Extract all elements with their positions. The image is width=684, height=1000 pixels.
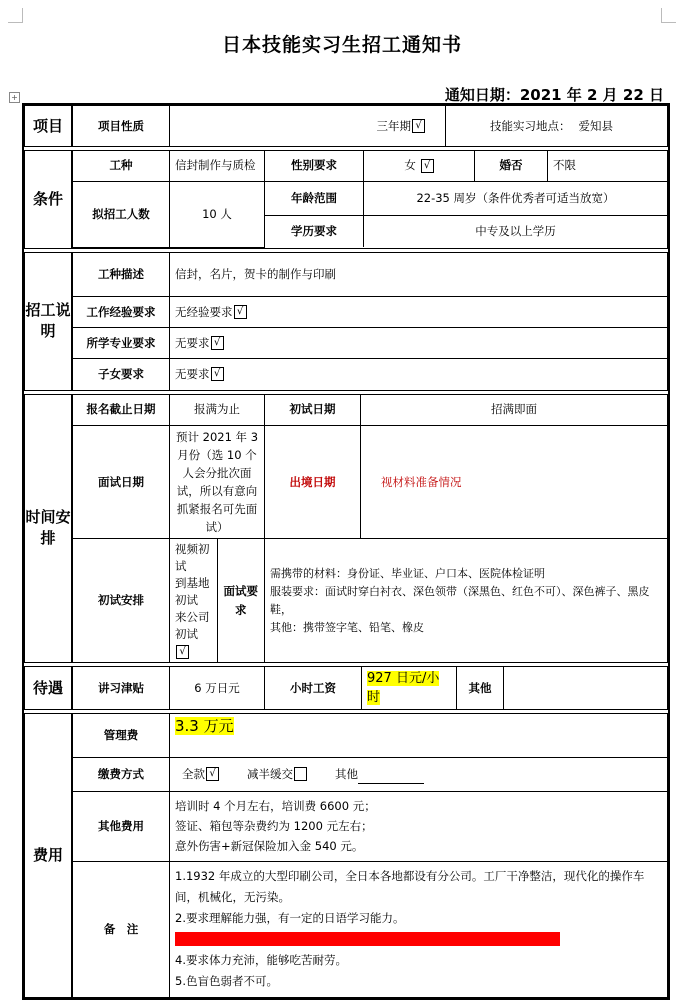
section-conditions [24, 150, 668, 249]
major-label: 所学专业要求 [73, 328, 170, 359]
project-place-label: 技能实习地点： [490, 118, 571, 133]
arrange-video: 视频初试 [175, 542, 210, 573]
pay-other-blank[interactable] [358, 770, 424, 784]
notice-date: 通知日期：2021 年 2 月 22 日 [444, 86, 664, 104]
section-benefits [24, 666, 668, 710]
pay-other: 其他 [335, 766, 358, 781]
section-label-conditions: 条件 [24, 150, 72, 249]
project-period: 三年期 [376, 118, 411, 133]
mgmt-fee-cell [170, 714, 668, 757]
experience: 无经验要求 [175, 304, 233, 319]
section-label-recruit-notes: 招工说明 [24, 252, 72, 391]
payment-label: 缴费方式 [73, 757, 170, 791]
remark-5: 5.色盲色弱者不可。 [175, 974, 278, 989]
fee-insurance: 意外伤害+新冠保险加入金 540 元。 [175, 839, 364, 853]
section-label-fees: 费用 [24, 713, 72, 998]
marriage-label: 婚否 [475, 151, 548, 181]
experience-cell [170, 297, 668, 328]
test-arrange-options [170, 539, 218, 663]
gender-value: 女 [404, 158, 416, 173]
page-corner-mark-left [8, 8, 23, 23]
other-fees-label: 其他费用 [73, 791, 170, 861]
remark-label: 备 注 [73, 861, 170, 997]
arrange-company-row [175, 609, 212, 660]
deadline: 报满为止 [170, 395, 265, 426]
mgmt-fee: 3.3 万元 [175, 717, 234, 735]
benefit-other [504, 667, 668, 709]
section-label-schedule: 时间安排 [24, 394, 72, 664]
first-test: 招满即面 [361, 395, 668, 426]
benefit-other-label: 其他 [457, 667, 504, 709]
gender-cell [364, 151, 475, 181]
page-corner-mark-right [661, 8, 676, 23]
major-cell [170, 328, 668, 359]
job-desc: 信封，名片，贺卡的制作与印刷 [170, 253, 668, 297]
mgmt-fee-label: 管理费 [73, 714, 170, 757]
interview-req-label: 面试要求 [217, 539, 265, 663]
education: 中专及以上学历 [364, 215, 668, 247]
section-project [24, 105, 668, 147]
allowance: 6 万日元 [170, 667, 265, 709]
section-fees [24, 713, 668, 998]
arrange-company: 来公司初试 [175, 610, 210, 641]
section-schedule [24, 394, 668, 664]
req-materials: 需携带的材料：身份证、毕业证、户口本、医院体检证明 [270, 566, 545, 580]
remark-4: 4.要求体力充沛，能够吃苦耐劳。 [175, 953, 347, 968]
children-label: 子女要求 [73, 359, 170, 390]
pay-half-checkbox[interactable] [294, 767, 307, 781]
pay-half: 减半缓交 [247, 766, 293, 781]
section-label-project: 项目 [24, 105, 72, 147]
gender-label: 性别要求 [265, 151, 364, 181]
children-checkbox[interactable]: √ [211, 367, 224, 381]
arrange-base: 到基地初试 [175, 576, 210, 607]
interview-date-label: 面试日期 [73, 426, 170, 539]
project-place: 爱知县 [578, 118, 613, 133]
major: 无要求 [175, 335, 210, 350]
age-range: 22-35 周岁（条件优秀者可适当放宽） [364, 181, 668, 215]
hire-count: 10 人 [170, 181, 265, 247]
other-fees [170, 791, 668, 861]
req-other: 其他：携带签字笔、铅笔、橡皮 [270, 620, 424, 634]
fee-training: 培训时 4 个月左右，培训费 6600 元； [175, 799, 376, 813]
departure-label: 出境日期 [265, 426, 361, 539]
first-test-label: 初试日期 [265, 395, 361, 426]
document-title: 日本技能实习生招工通知书 [221, 34, 462, 56]
project-nature-label: 项目性质 [73, 106, 170, 146]
job-desc-label: 工种描述 [73, 253, 170, 297]
remark-2: 2.要求理解能力强，有一定的日语学习能力。 [175, 911, 405, 926]
job-type-label: 工种 [73, 151, 170, 181]
pay-full-checkbox[interactable]: √ [206, 767, 219, 781]
table-move-handle-icon[interactable]: + [9, 92, 20, 103]
remark-3-row [175, 929, 662, 950]
req-dress: 服装要求：面试时穿白衬衣、深色领带（深黑色、红色不可）、深色裤子、黑皮鞋， [270, 584, 650, 616]
departure: 视材料准备情况 [361, 426, 668, 539]
project-period-cell [170, 106, 446, 146]
test-arrange-label: 初试安排 [73, 539, 170, 663]
experience-checkbox[interactable]: √ [234, 305, 247, 319]
notice-table [22, 103, 670, 1000]
hourly-wage: 927 日元/小时 [367, 671, 440, 705]
period-checkbox[interactable]: √ [412, 119, 425, 133]
hourly-wage-label: 小时工资 [265, 667, 362, 709]
interview-req [265, 539, 668, 663]
experience-label: 工作经验要求 [73, 297, 170, 328]
interview-date: 预计 2021 年 3 月份（选 10 个人会分批次面试，所以有意向抓紧报名可先面试） [170, 426, 265, 539]
remark-3: 3.企业小时工资高，加班多，工厂管理人性化，工作简单轻松。（附工资单） [175, 932, 560, 947]
project-place-cell [446, 106, 668, 146]
marriage-value: 不限 [548, 151, 668, 181]
job-type: 信封制作与质检 [170, 151, 265, 181]
remark-1: 1.1932 年成立的大型印刷公司，全日本各地都设有分公司。工厂干净整洁，现代化的操作车间，机械化，无污染。 [175, 869, 645, 905]
remarks [170, 861, 668, 997]
section-label-benefits: 待遇 [24, 666, 72, 710]
hourly-wage-cell [362, 667, 457, 709]
payment-options [170, 757, 668, 791]
pay-full: 全款 [182, 766, 205, 781]
major-checkbox[interactable]: √ [211, 336, 224, 350]
allowance-label: 讲习津贴 [73, 667, 170, 709]
hire-count-label: 拟招工人数 [73, 181, 170, 247]
education-label: 学历要求 [265, 215, 364, 247]
children: 无要求 [175, 366, 210, 381]
arrange-company-checkbox[interactable]: √ [176, 645, 189, 659]
section-recruit-notes [24, 252, 668, 391]
children-cell [170, 359, 668, 390]
fee-visa: 签证、箱包等杂费约为 1200 元左右； [175, 819, 373, 833]
age-range-label: 年龄范围 [265, 181, 364, 215]
gender-checkbox[interactable]: √ [421, 159, 434, 173]
deadline-label: 报名截止日期 [73, 395, 170, 426]
